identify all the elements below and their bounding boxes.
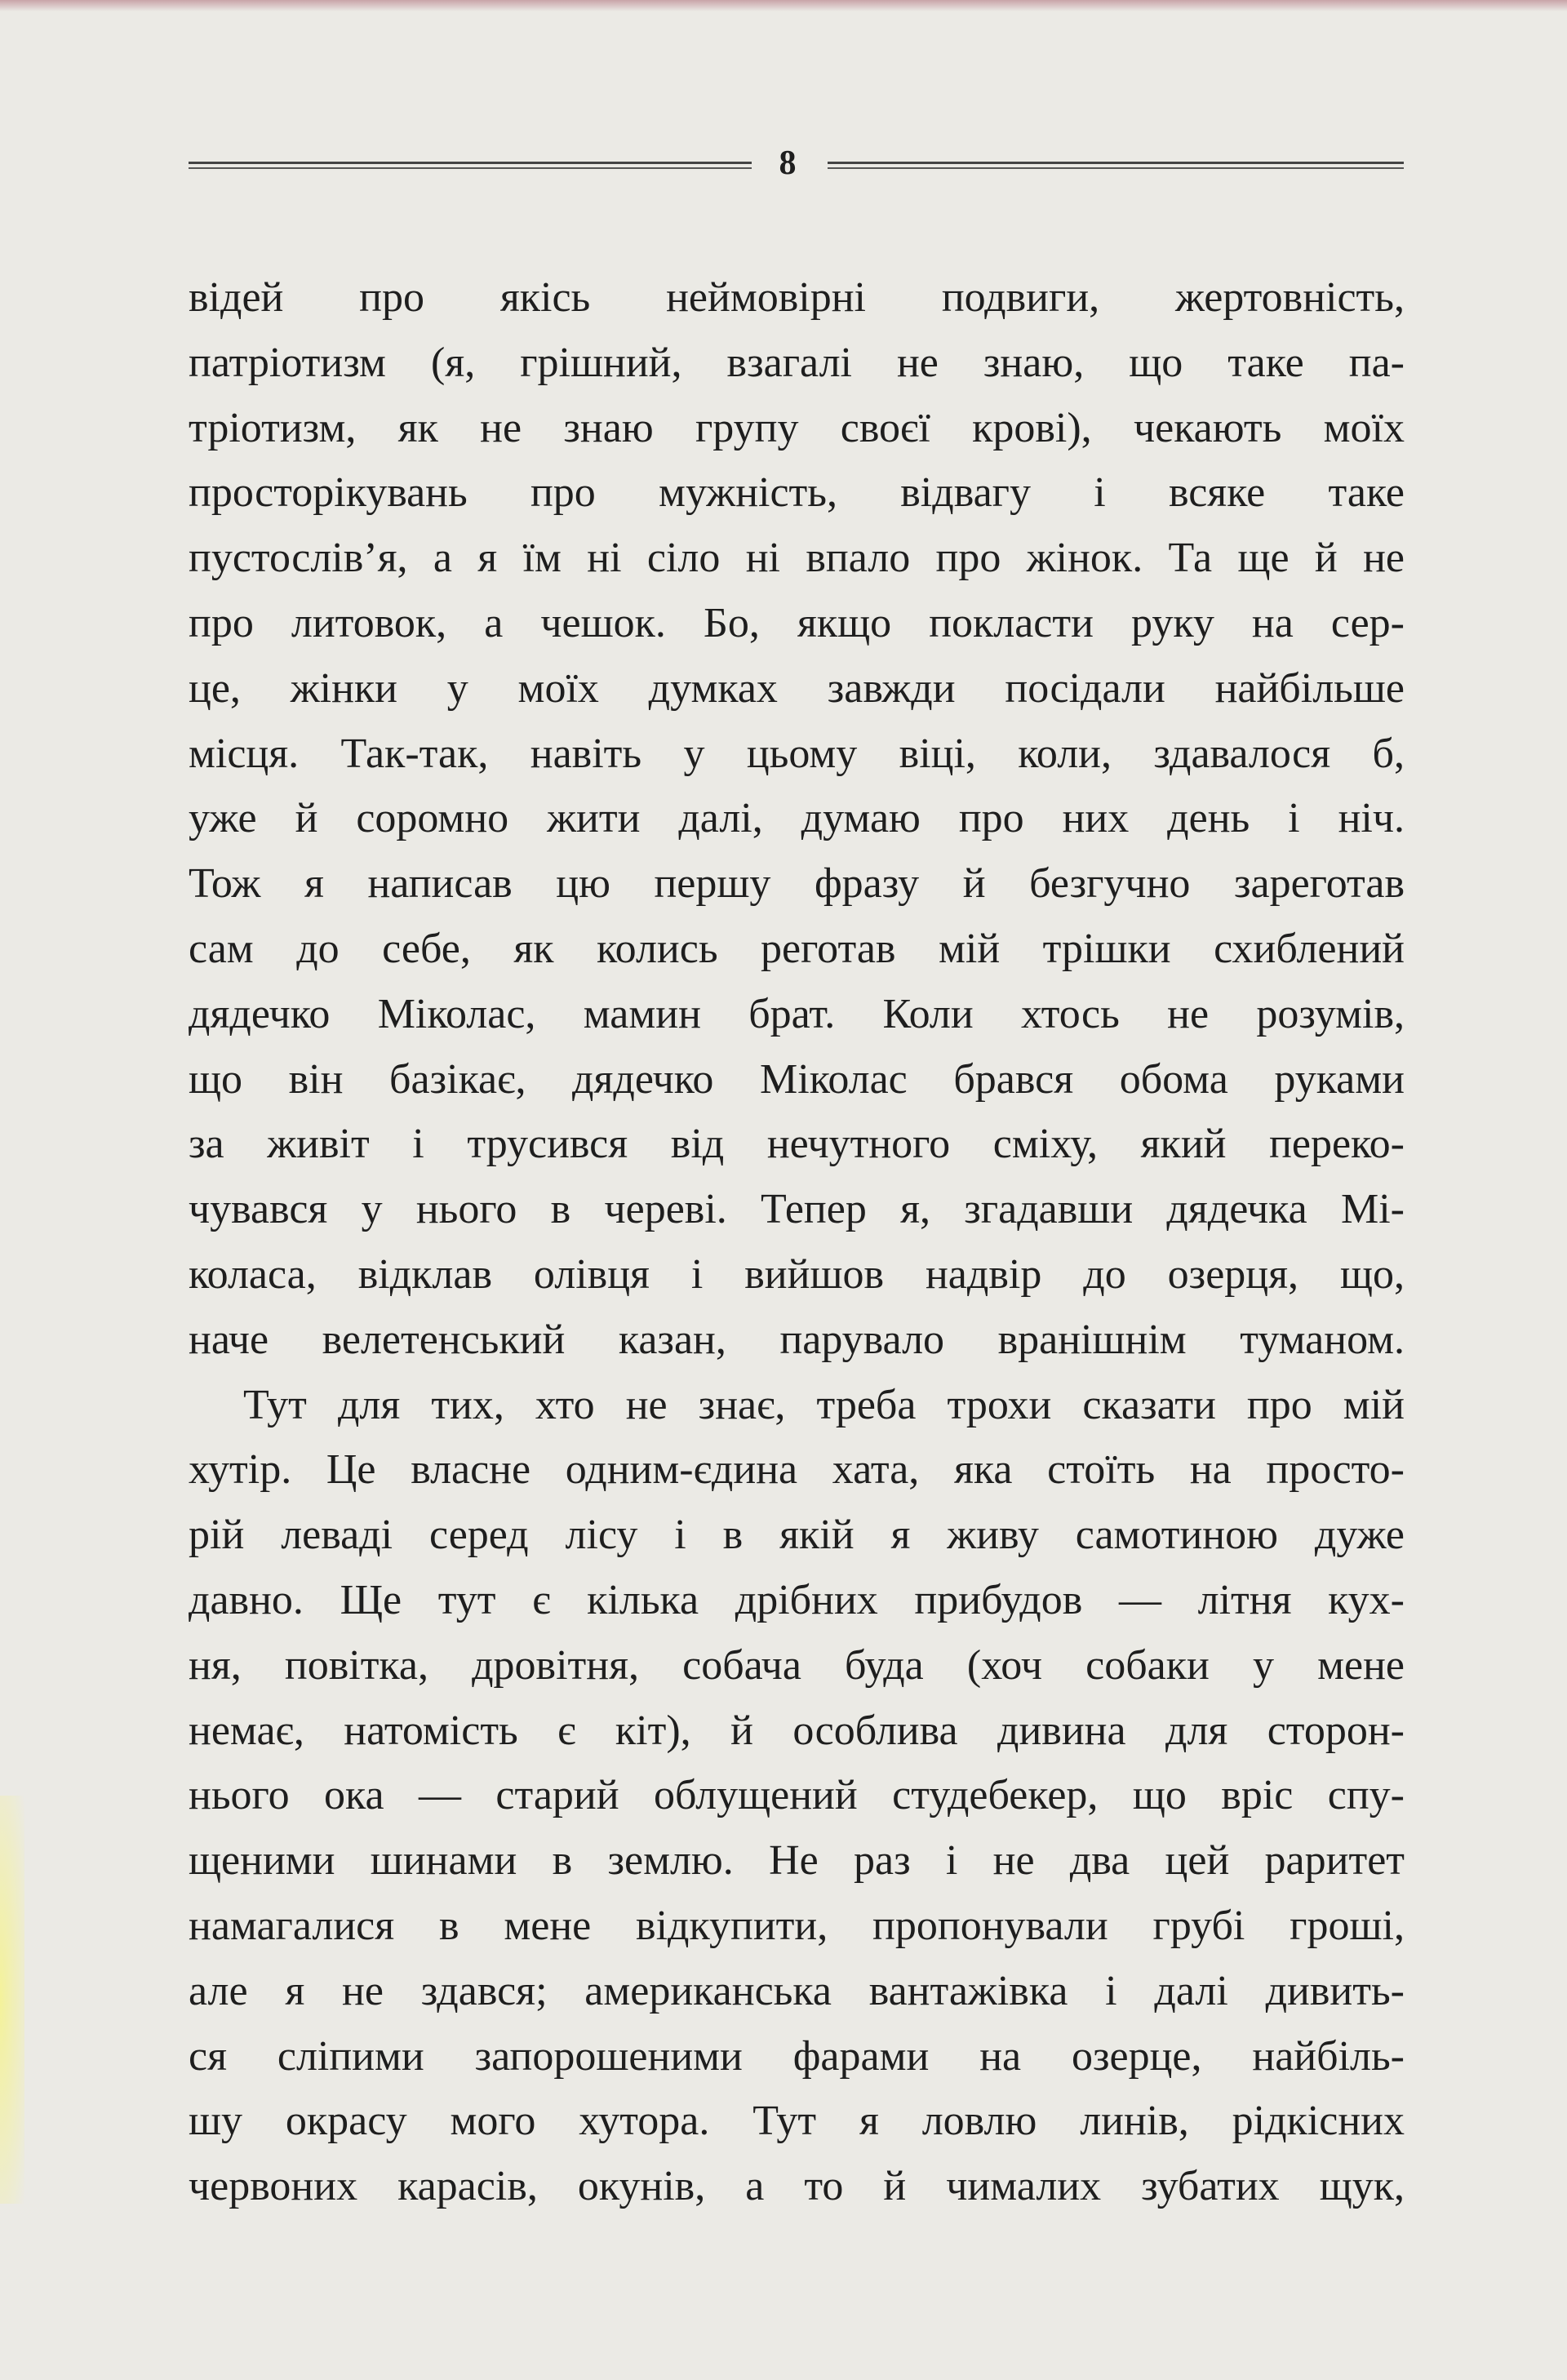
- body-text: [189, 265, 1405, 2219]
- header-rule-right: [828, 162, 1404, 169]
- text-line: рій леваді серед лісу і в якій я живу самотиною дуже: [189, 1512, 1405, 1559]
- text-line: але я не здався; американська вантажівка і далі дивить-: [189, 1967, 1405, 2014]
- text-line: наче велетенський казан, парувало вранішнім туманом.: [189, 1316, 1405, 1363]
- text-line: червоних карасів, окунів, а то й чималих зубатих щук,: [189, 2163, 1405, 2210]
- text-line: коласа, відклав олівця і вийшов надвір до озерця, що,: [189, 1250, 1405, 1298]
- text-line: відей про якісь неймовірні подвиги, жертовність,: [189, 274, 1405, 321]
- text-line: ся сліпими запорошеними фарами на озерце, найбіль-: [189, 2032, 1405, 2080]
- text-line: нього ока — старий облущений студебекер, що вріс спу-: [189, 1772, 1405, 1819]
- header-rule-left: [189, 162, 752, 169]
- text-line: намагалися в мене відкупити, пропонували грубі гроші,: [189, 1902, 1405, 1949]
- text-line: щеними шинами в землю. Не раз і не два цей раритет: [189, 1837, 1405, 1885]
- paragraph: [189, 265, 1405, 1373]
- text-line: про литовок, а чешок. Бо, якщо покласти руку на сер-: [189, 599, 1405, 646]
- page-edge-tint: [0, 0, 1567, 11]
- text-line: хутір. Це власне одним-єдина хата, яка стоїть на просто-: [189, 1446, 1405, 1494]
- text-line: місця. Так-так, навіть у цьому віці, коли, здавалося б,: [189, 730, 1405, 777]
- text-line: давно. Ще тут є кілька дрібних прибудов — літня кух-: [189, 1576, 1405, 1623]
- text-line: пустослів’я, а я їм ні сіло ні впало про жінок. Та ще й не: [189, 535, 1405, 582]
- text-line: шу окрасу мого хутора. Тут я ловлю линів, рідкісних: [189, 2098, 1405, 2145]
- text-line: за живіт і трусився від нечутного сміху, який переко-: [189, 1121, 1405, 1168]
- page-number: 8: [779, 144, 797, 182]
- page-edge-tint: [0, 1796, 24, 2204]
- text-line: немає, натомість є кіт), й особлива дивина для сторон-: [189, 1707, 1405, 1754]
- paragraph: [189, 1373, 1405, 2219]
- text-line: це, жінки у моїх думках завжди посідали найбільше: [189, 664, 1405, 712]
- text-line: Тож я написав цю першу фразу й безгучно зареготав: [189, 860, 1405, 908]
- text-line: патріотизм (я, грішний, взагалі не знаю, що таке па-: [189, 339, 1405, 386]
- text-line: Тут для тих, хто не знає, треба трохи сказати про мій: [243, 1381, 1405, 1428]
- text-line: що він базікає, дядечко Міколас брався обома руками: [189, 1055, 1405, 1103]
- text-line: чувався у нього в череві. Тепер я, згадавши дядечка Мі-: [189, 1186, 1405, 1233]
- text-line: просторікувань про мужність, відвагу і всяке таке: [189, 469, 1405, 517]
- text-line: сам до себе, як колись реготав мій трішки схиблений: [189, 925, 1405, 972]
- text-line: дядечко Міколас, мамин брат. Коли хтось не розумів,: [189, 990, 1405, 1037]
- text-line: ня, повітка, дровітня, собача буда (хоч собаки у мене: [189, 1641, 1405, 1689]
- text-line: уже й соромно жити далі, думаю про них день і ніч.: [189, 795, 1405, 842]
- text-line: тріотизм, як не знаю групу своєї крові), чекають моїх: [189, 404, 1405, 451]
